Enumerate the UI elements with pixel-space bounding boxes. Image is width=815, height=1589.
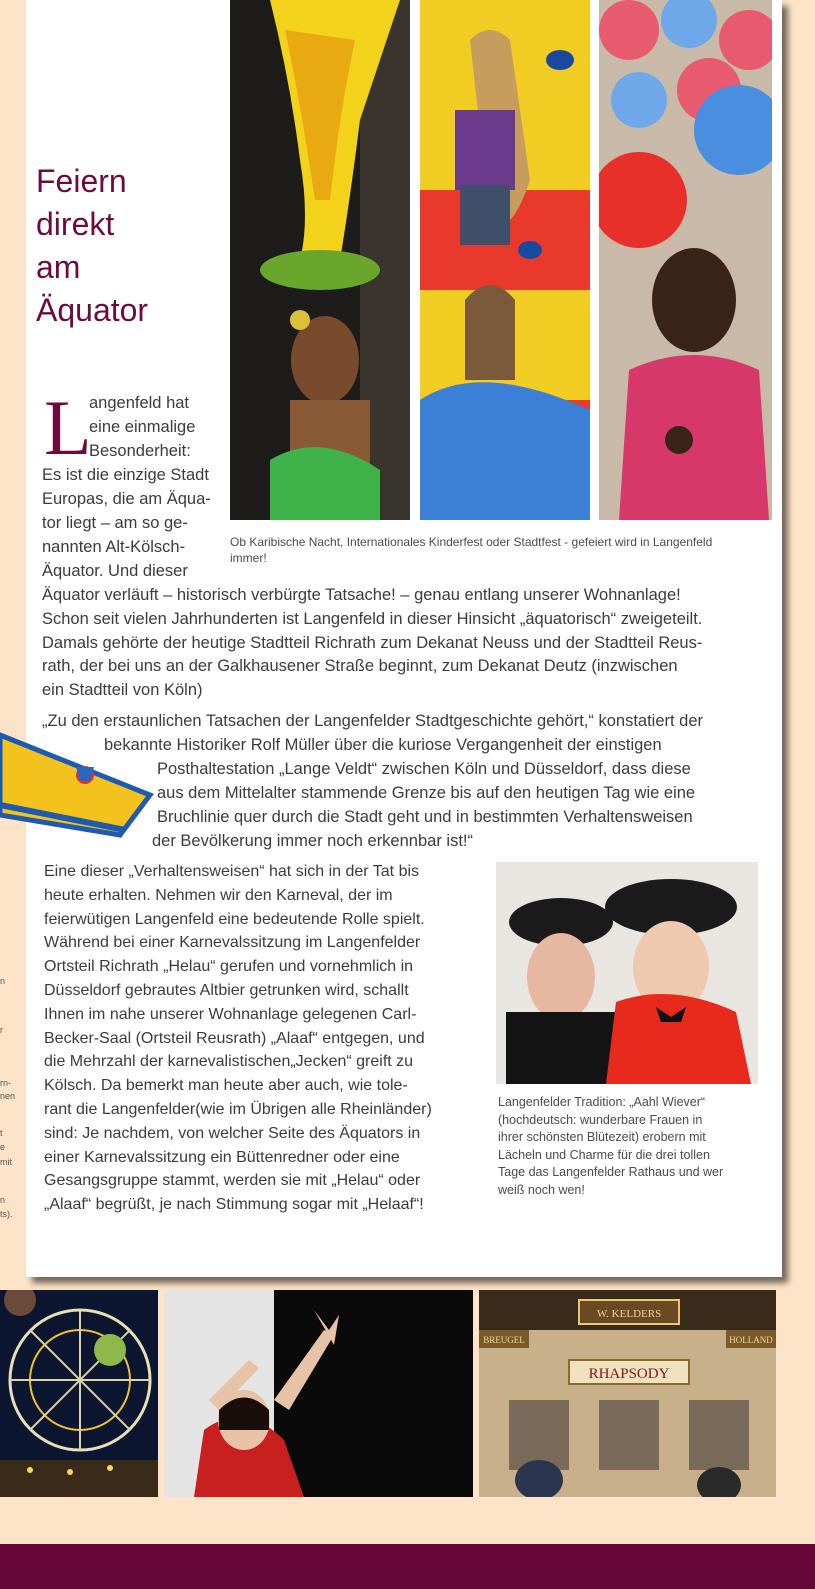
- main-paragraph: [44, 860, 484, 1217]
- footer-band: [0, 1544, 815, 1589]
- text-line: Schon seit vielen Jahrhunderten ist Langenfeld in dieser Hinsicht „äquatorisch“ zweigeteilt.: [42, 609, 703, 628]
- text-line: Gesangsgruppe stammt, werden sie mit „Helau“ oder: [44, 1172, 421, 1190]
- quote-line: „Zu den erstaunlichen Tatsachen der Langenfelder Stadtgeschichte gehört,“ konstatiert der: [42, 712, 704, 730]
- text-line: rant die Langenfelder(wie im Übrigen alle Rheinländer): [44, 1100, 432, 1118]
- quote-line: Bruchlinie quer durch die Stadt geht und in bestimmten Verhaltensweisen: [157, 808, 693, 826]
- caption-line: Tage das Langenfelder Rathaus und wer: [498, 1165, 724, 1179]
- page-title: [36, 160, 216, 332]
- caption-line: ihrer schönsten Blütezeit) erobern mit: [498, 1130, 706, 1144]
- caption-line: (hochdeutsch: wunderbare Frauen in: [498, 1112, 703, 1127]
- title-line: Feiern: [36, 163, 127, 199]
- text-line: feierwütigen Langenfeld eine bedeutende Rolle spielt.: [44, 910, 425, 928]
- text-line: ein Stadtteil von Köln): [42, 681, 203, 700]
- text-line: heute erhalten. Nehmen wir den Karneval, der im: [44, 886, 393, 904]
- intro-line: Es ist die einzige Stadt: [42, 466, 209, 484]
- organ-sign-top: W. KELDERS: [596, 1308, 662, 1320]
- quote-line: aus dem Mittelalter stammende Grenze bis auf den heutigen Tag wie eine: [157, 784, 696, 802]
- text-line: Während bei einer Karnevalssitzung im Langenfelder: [44, 934, 421, 952]
- carnival-dancer-photo: [230, 0, 410, 520]
- text-line: Düsseldorf gebrautes Altbier getrunken wird, schallt: [44, 981, 409, 999]
- dancing-girl-photo: [164, 1290, 473, 1497]
- text-line: Kölsch. Da bemerkt man heute aber auch, wie tole-: [44, 1077, 408, 1095]
- text-line: rath, der bei uns an der Galkhausener Straße beginnt, zum Dekanat Deutz (inzwischen: [42, 657, 678, 676]
- edge-fragment: r: [0, 1025, 3, 1035]
- edge-fragment: mit: [0, 1157, 12, 1167]
- ferris-wheel-photo: [0, 1290, 158, 1497]
- girl-balloons-photo: [599, 0, 772, 520]
- title-line: am: [36, 249, 81, 285]
- edge-fragment: nen: [0, 1091, 16, 1101]
- intro-line: Besonderheit:: [89, 442, 191, 460]
- edge-fragment: e: [0, 1142, 6, 1152]
- fairground-organ-photo: [479, 1290, 776, 1497]
- intro-line: eine einmalige: [89, 418, 196, 436]
- quote-line: Posthaltestation „Lange Veldt“ zwischen Köln und Düsseldorf, dass diese: [157, 760, 691, 778]
- side-caption: [498, 1094, 760, 1199]
- text-line: Ihnen im nahe unserer Wohnanlage gelegenen Carl-: [44, 1005, 417, 1023]
- edge-fragment: n: [0, 1195, 6, 1205]
- drop-cap: L: [44, 384, 92, 471]
- text-line: die Mehrzahl der karnevalistischen„Jecken“ greift zu: [44, 1053, 414, 1071]
- photo-caption: Ob Karibische Nacht, Internationales Kinderfest oder Stadtfest - gefeiert wird in Langenfeld immer!: [230, 535, 713, 565]
- quote-line: bekannte Historiker Rolf Müller über die kuriose Vergangenheit der einstigen: [104, 736, 662, 754]
- intro-line: Europas, die am Äqua-: [42, 490, 211, 508]
- title-line: direkt: [36, 206, 115, 242]
- caption-line: weiß noch wen!: [498, 1182, 585, 1197]
- organ-sign-left: BREUGEL: [483, 1335, 525, 1345]
- text-line: Damals gehörte der heutige Stadtteil Richrath zum Dekanat Neuss und der Stadtteil Reus-: [42, 633, 703, 652]
- text-line: Ortsteil Richrath „Helau“ gerufen und vornehmlich in: [44, 958, 414, 976]
- title-line: Äquator: [36, 292, 149, 328]
- aahl-wiever-photo: [496, 862, 758, 1084]
- text-line: einer Karnevalssitzung ein Büttenredner oder eine: [44, 1148, 400, 1166]
- caption-line: Langenfelder Tradition: „Aahl Wiever“: [498, 1095, 706, 1109]
- edge-fragment: t: [0, 1128, 3, 1138]
- intro-line: nannten Alt-Kölsch-: [42, 538, 186, 556]
- intro-continuation: [42, 584, 772, 703]
- intro-line: Äquator. Und dieser: [42, 562, 188, 580]
- organ-sign-right: HOLLAND: [729, 1335, 773, 1345]
- intro-line: tor liegt – am so ge-: [42, 514, 188, 532]
- text-line: Becker-Saal (Ortsteil Reusrath) „Alaaf“ entgegen, und: [44, 1029, 425, 1047]
- intro-line: angenfeld hat: [89, 394, 190, 412]
- caption-line: Lächeln und Charme für die drei tollen: [498, 1147, 710, 1162]
- edge-fragment: ts).: [0, 1209, 13, 1219]
- climbing-children-photo: [420, 0, 590, 520]
- quote-line: der Bevölkerung immer noch erkennbar ist!“: [152, 832, 473, 850]
- text-line: Eine dieser „Verhaltensweisen“ hat sich in der Tat bis: [44, 863, 420, 880]
- text-line: sind: Je nachdem, von welcher Seite des Äquators in: [44, 1124, 421, 1142]
- edge-fragment: n: [0, 976, 6, 986]
- text-line: Äquator verläuft – historisch verbürgte Tatsache! – genau entlang unserer Wohnanlage!: [42, 586, 681, 604]
- text-line: „Alaaf“ begrüßt, je nach Stimmung sogar mit „Helaaf“!: [44, 1196, 424, 1214]
- edge-fragment: rn-: [0, 1078, 11, 1088]
- organ-sign-center: RHAPSODY: [588, 1366, 670, 1382]
